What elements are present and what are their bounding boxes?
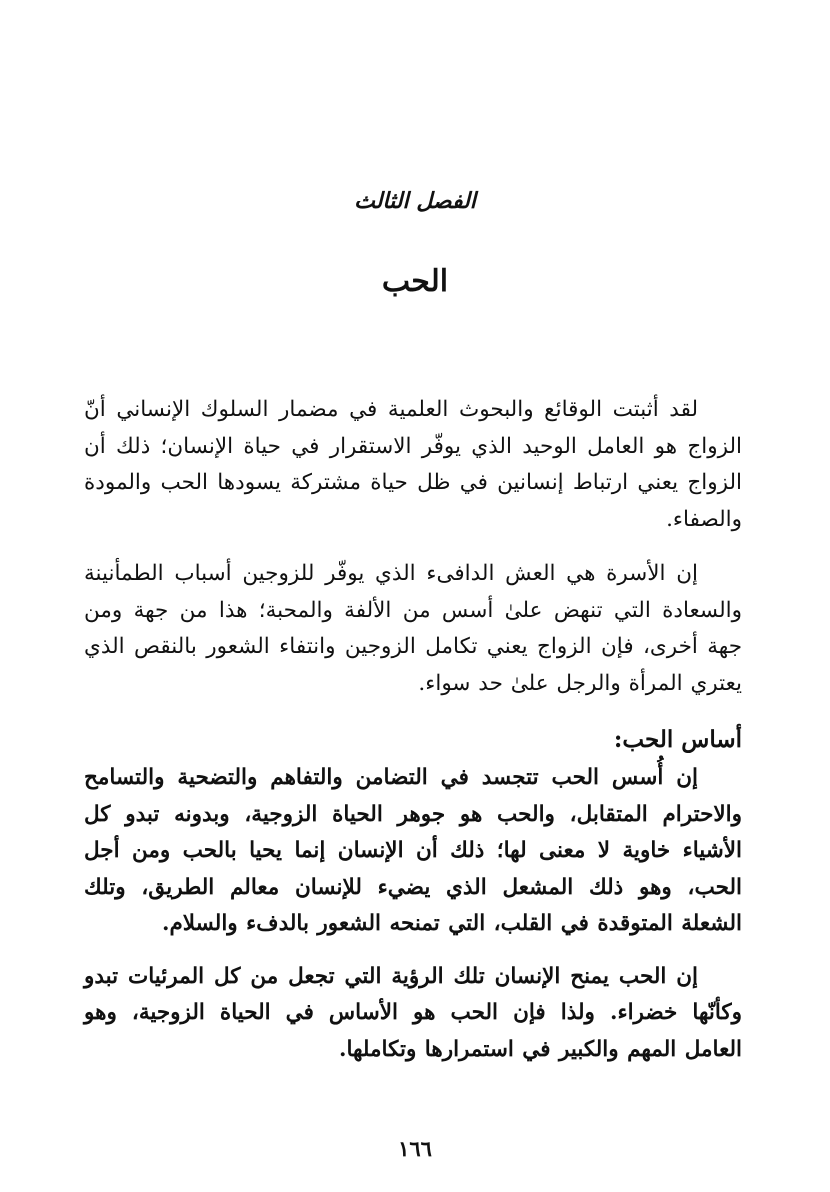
body-text [84,392,742,1068]
paragraph-2: إن الأسرة هي العش الدافىء الذي يوفّر للزوجين أسباب الطمأنينة والسعادة التي تنهض علىٰ أسس من الألفة والمحبة؛ هذا من جهة ومن جهة أخرى، فإن الزواج يعني تكامل الزوجين وانتفاء الشعور بالنقص الذي يعتري المرأة والرجل علىٰ حد سواء. [84,561,742,696]
chapter-label: الفصل الثالث [354,188,476,214]
paragraph-3: إن أُسس الحب تتجسد في التضامن والتفاهم والتضحية والتسامح والاحترام المتقابل، والحب هو جوهر الحياة الزوجية، وبدونه تبدو كل الأشياء خاوية لا معنى لها؛ ذلك أن الإنسان إنما يحيا بالحب ومن أجل الحب، وهو ذلك المشعل الذي يضيء للإنسان معالم الطريق، وتلك الشعلة المتوقدة في القلب، التي تمنحه الشعور بالدفء والسلام. [84,765,742,936]
chapter-title: الحب [381,264,449,299]
page-number: ١٦٦ [398,1136,432,1161]
paragraph-4: إن الحب يمنح الإنسان تلك الرؤية التي تجعل من كل المرئيات تبدو وكأنّها خضراء. ولذا فإن الحب هو الأساس في الحياة الزوجية، وهو العامل المهم والكبير في استمرارها وتكاملها. [84,963,742,1062]
section-heading: أساس الحب: [613,726,742,753]
paragraph-1: لقد أثبتت الوقائع والبحوث العلمية في مضمار السلوك الإنساني أنّ الزواج هو العامل الوحيد الذي يوفّر الاستقرار في حياة الإنسان؛ ذلك أن الزواج يعني ارتباط إنسانين في ظل حياة مشتركة يسودها الحب والمودة والصفاء. [84,397,742,532]
